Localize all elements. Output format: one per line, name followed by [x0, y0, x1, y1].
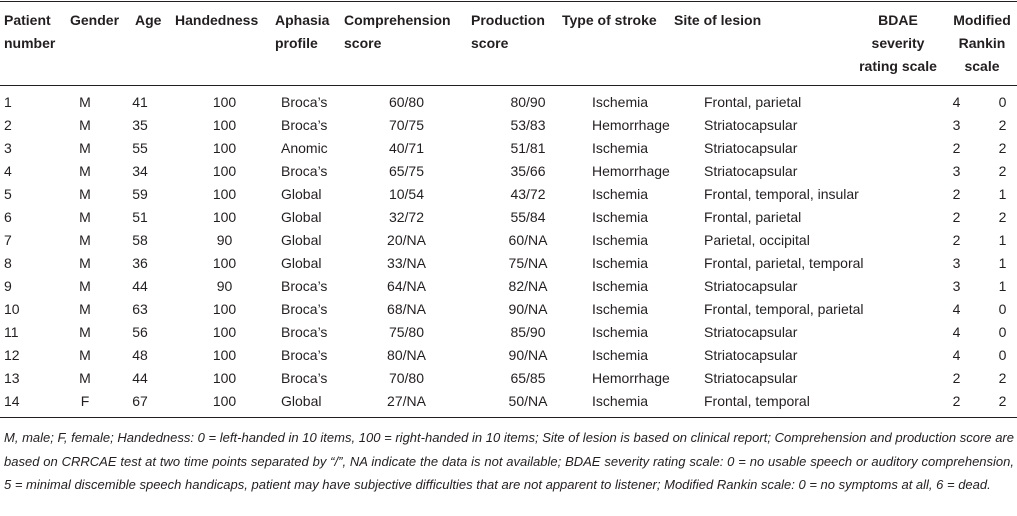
cell-bdae-severity: 2 [952, 393, 961, 409]
table-row [0, 114, 1017, 137]
cell-production-score: 90/NA [508, 301, 548, 317]
cell-age: 55 [132, 140, 148, 156]
cell-handedness: 100 [212, 163, 237, 179]
cell-site-of-lesion: Striatocapsular [704, 324, 798, 340]
cell-gender: M [79, 209, 91, 225]
header-line: number [4, 35, 56, 51]
cell-patient-number: 11 [4, 324, 19, 340]
header-line: severity [871, 35, 925, 51]
cell-gender: M [79, 94, 91, 110]
cell-aphasia-profile: Global [281, 186, 322, 202]
cell-site-of-lesion: Frontal, parietal [704, 209, 802, 225]
cell-bdae-severity: 4 [952, 347, 961, 363]
header-line: score [344, 35, 382, 51]
cell-gender: M [79, 278, 91, 294]
cell-type-of-stroke: Ischemia [592, 140, 649, 156]
table-row [0, 160, 1017, 183]
cell-type-of-stroke: Ischemia [592, 278, 649, 294]
cell-modified-rankin: 1 [998, 232, 1007, 248]
cell-comprehension-score: 32/72 [388, 209, 425, 225]
table-row [0, 229, 1017, 252]
cell-site-of-lesion: Parietal, occipital [704, 232, 810, 248]
cell-handedness: 100 [212, 255, 237, 271]
cell-age: 67 [132, 393, 148, 409]
header-line: Production [471, 12, 545, 28]
cell-bdae-severity: 4 [952, 324, 961, 340]
header-line: score [471, 35, 509, 51]
cell-production-score: 35/66 [510, 163, 546, 179]
cell-handedness: 100 [212, 301, 237, 317]
cell-aphasia-profile: Broca’s [281, 94, 328, 110]
cell-gender: M [79, 347, 91, 363]
cell-bdae-severity: 2 [952, 186, 961, 202]
cell-bdae-severity: 3 [952, 163, 961, 179]
header-type-of-stroke [562, 9, 657, 32]
cell-patient-number: 4 [4, 163, 12, 179]
cell-aphasia-profile: Global [281, 209, 322, 225]
header-site-of-lesion [674, 9, 761, 32]
cell-patient-number: 13 [4, 370, 20, 386]
table-row [0, 183, 1017, 206]
cell-age: 36 [132, 255, 148, 271]
cell-site-of-lesion: Frontal, parietal [704, 94, 802, 110]
cell-production-score: 82/NA [508, 278, 548, 294]
cell-patient-number: 1 [4, 94, 12, 110]
cell-modified-rankin: 1 [998, 186, 1007, 202]
cell-site-of-lesion: Frontal, parietal, temporal [704, 255, 864, 271]
cell-handedness: 100 [212, 347, 237, 363]
cell-modified-rankin: 1 [998, 255, 1007, 271]
cell-age: 41 [132, 94, 148, 110]
header-divider-rule [0, 85, 1017, 86]
cell-modified-rankin: 2 [998, 163, 1007, 179]
cell-gender: M [79, 117, 91, 133]
cell-patient-number: 6 [4, 209, 12, 225]
cell-aphasia-profile: Broca’s [281, 117, 328, 133]
header-handedness [175, 9, 258, 32]
cell-comprehension-score: 10/54 [388, 186, 425, 202]
cell-production-score: 50/NA [508, 393, 548, 409]
cell-gender: M [79, 255, 91, 271]
cell-comprehension-score: 70/80 [388, 370, 425, 386]
cell-modified-rankin: 2 [998, 209, 1007, 225]
cell-bdae-severity: 3 [952, 255, 961, 271]
header-line: profile [275, 35, 318, 51]
cell-comprehension-score: 64/NA [387, 278, 426, 294]
cell-age: 35 [132, 117, 148, 133]
cell-patient-number: 8 [4, 255, 12, 271]
cell-gender: M [79, 232, 91, 248]
header-line: Site of lesion [674, 12, 762, 28]
table-row [0, 321, 1017, 344]
table-top-rule [0, 1, 1017, 2]
header-line: Handedness [175, 12, 259, 28]
cell-comprehension-score: 27/NA [387, 393, 426, 409]
cell-age: 51 [132, 209, 148, 225]
cell-type-of-stroke: Hemorrhage [592, 117, 670, 133]
cell-bdae-severity: 4 [952, 301, 961, 317]
table-footnote: M, male; F, female; Handedness: 0 = left-handed in 10 items, 100 = right-handed in 10 items; Site of lesion is based on clinical report; Comprehension and production score are based on CRRCAE test at two time points separated by “/”, NA indicate the data is not available; BDAE severity rating scale: 0 = no usable speech or auditory comprehension, 5 = minimal discemible speech handicaps, patient may have subjective difficulties that are not apparent to listener; Modified Rankin scale: 0 = no symptoms at all, 6 = dead. [4, 430, 1014, 492]
header-line: Modified [953, 12, 1011, 28]
cell-handedness: 100 [212, 94, 237, 110]
cell-site-of-lesion: Striatocapsular [704, 140, 798, 156]
cell-handedness: 100 [212, 186, 237, 202]
header-aphasia-profile [275, 9, 329, 55]
header-line: Comprehension [344, 12, 451, 28]
cell-site-of-lesion: Striatocapsular [704, 117, 798, 133]
cell-aphasia-profile: Global [281, 393, 322, 409]
cell-site-of-lesion: Striatocapsular [704, 347, 798, 363]
cell-patient-number: 14 [4, 393, 20, 409]
cell-comprehension-score: 80/NA [387, 347, 426, 363]
table-row [0, 367, 1017, 390]
header-patient-number [4, 9, 55, 55]
cell-modified-rankin: 0 [998, 347, 1007, 363]
cell-handedness: 100 [212, 393, 237, 409]
cell-modified-rankin: 2 [998, 370, 1007, 386]
cell-type-of-stroke: Ischemia [592, 232, 649, 248]
cell-bdae-severity: 2 [952, 140, 961, 156]
cell-aphasia-profile: Broca’s [281, 301, 328, 317]
cell-age: 44 [132, 278, 148, 294]
table-bottom-rule [0, 417, 1017, 418]
cell-type-of-stroke: Ischemia [592, 347, 649, 363]
cell-handedness: 90 [216, 232, 233, 248]
cell-gender: M [79, 140, 91, 156]
cell-aphasia-profile: Global [281, 232, 322, 248]
cell-comprehension-score: 20/NA [387, 232, 426, 248]
cell-age: 58 [132, 232, 148, 248]
cell-handedness: 100 [212, 140, 237, 156]
table-row [0, 390, 1017, 413]
table-row [0, 252, 1017, 275]
header-gender [70, 9, 119, 32]
header-production-score [471, 9, 545, 55]
cell-site-of-lesion: Frontal, temporal, insular [704, 186, 859, 202]
cell-modified-rankin: 2 [998, 140, 1007, 156]
header-line: Age [135, 12, 162, 28]
cell-age: 44 [132, 370, 148, 386]
cell-type-of-stroke: Hemorrhage [592, 370, 670, 386]
patient-data-table [0, 91, 1017, 413]
cell-type-of-stroke: Ischemia [592, 255, 649, 271]
cell-aphasia-profile: Broca’s [281, 347, 328, 363]
cell-patient-number: 10 [4, 301, 20, 317]
table-body [0, 91, 1017, 413]
cell-gender: M [79, 301, 91, 317]
cell-aphasia-profile: Anomic [281, 140, 328, 156]
cell-site-of-lesion: Striatocapsular [704, 278, 798, 294]
cell-gender: F [80, 393, 90, 409]
cell-modified-rankin: 0 [998, 94, 1007, 110]
cell-site-of-lesion: Striatocapsular [704, 163, 798, 179]
header-age [135, 9, 161, 32]
cell-handedness: 100 [212, 117, 237, 133]
cell-age: 48 [132, 347, 148, 363]
table-row [0, 344, 1017, 367]
cell-handedness: 100 [212, 370, 237, 386]
cell-gender: M [79, 163, 91, 179]
cell-bdae-severity: 3 [952, 117, 961, 133]
cell-age: 56 [132, 324, 148, 340]
header-line: Gender [70, 12, 120, 28]
cell-type-of-stroke: Ischemia [592, 186, 649, 202]
header-line: Aphasia [275, 12, 330, 28]
table-row [0, 91, 1017, 114]
cell-modified-rankin: 0 [998, 324, 1007, 340]
cell-comprehension-score: 60/80 [388, 94, 425, 110]
cell-site-of-lesion: Frontal, temporal [704, 393, 810, 409]
cell-gender: M [79, 186, 91, 202]
cell-modified-rankin: 2 [998, 393, 1007, 409]
cell-patient-number: 3 [4, 140, 12, 156]
cell-production-score: 43/72 [510, 186, 546, 202]
cell-type-of-stroke: Ischemia [592, 301, 649, 317]
header-line: rating scale [859, 58, 937, 74]
cell-bdae-severity: 2 [952, 209, 961, 225]
header-line: BDAE [878, 12, 918, 28]
cell-production-score: 53/83 [510, 117, 546, 133]
header-bdae-severity [848, 9, 948, 78]
cell-bdae-severity: 2 [952, 370, 961, 386]
table-row [0, 275, 1017, 298]
cell-modified-rankin: 0 [998, 301, 1007, 317]
cell-production-score: 90/NA [508, 347, 548, 363]
cell-aphasia-profile: Broca’s [281, 370, 328, 386]
cell-type-of-stroke: Ischemia [592, 324, 649, 340]
cell-patient-number: 9 [4, 278, 12, 294]
cell-bdae-severity: 4 [952, 94, 961, 110]
cell-handedness: 100 [212, 209, 237, 225]
cell-comprehension-score: 33/NA [387, 255, 426, 271]
cell-aphasia-profile: Broca’s [281, 278, 328, 294]
cell-bdae-severity: 2 [952, 232, 961, 248]
table-row [0, 298, 1017, 321]
cell-comprehension-score: 70/75 [388, 117, 425, 133]
cell-patient-number: 7 [4, 232, 12, 248]
cell-production-score: 55/84 [510, 209, 546, 225]
cell-comprehension-score: 65/75 [388, 163, 425, 179]
cell-handedness: 90 [216, 278, 233, 294]
cell-production-score: 51/81 [510, 140, 546, 156]
cell-age: 59 [132, 186, 148, 202]
cell-modified-rankin: 1 [998, 278, 1007, 294]
cell-bdae-severity: 3 [952, 278, 961, 294]
cell-aphasia-profile: Broca’s [281, 163, 328, 179]
cell-production-score: 85/90 [510, 324, 546, 340]
cell-production-score: 80/90 [510, 94, 546, 110]
cell-aphasia-profile: Global [281, 255, 322, 271]
header-line: Rankin [958, 35, 1006, 51]
cell-production-score: 60/NA [508, 232, 548, 248]
cell-type-of-stroke: Ischemia [592, 94, 649, 110]
cell-comprehension-score: 40/71 [388, 140, 425, 156]
cell-comprehension-score: 75/80 [388, 324, 425, 340]
cell-gender: M [79, 370, 91, 386]
cell-patient-number: 2 [4, 117, 12, 133]
header-comprehension-score [344, 9, 451, 55]
cell-site-of-lesion: Frontal, temporal, parietal [704, 301, 864, 317]
header-line: Type of stroke [562, 12, 657, 28]
cell-age: 63 [132, 301, 148, 317]
cell-modified-rankin: 2 [998, 117, 1007, 133]
header-modified-rankin [944, 9, 1017, 78]
header-line: scale [964, 58, 1000, 74]
cell-type-of-stroke: Ischemia [592, 209, 649, 225]
cell-production-score: 75/NA [508, 255, 548, 271]
cell-production-score: 65/85 [510, 370, 546, 386]
cell-handedness: 100 [212, 324, 237, 340]
cell-comprehension-score: 68/NA [387, 301, 426, 317]
cell-type-of-stroke: Hemorrhage [592, 163, 670, 179]
cell-aphasia-profile: Broca’s [281, 324, 328, 340]
table-row [0, 206, 1017, 229]
cell-patient-number: 12 [4, 347, 20, 363]
cell-age: 34 [132, 163, 148, 179]
cell-type-of-stroke: Ischemia [592, 393, 649, 409]
cell-gender: M [79, 324, 91, 340]
header-line: Patient [4, 12, 51, 28]
cell-site-of-lesion: Striatocapsular [704, 370, 798, 386]
table-row [0, 137, 1017, 160]
cell-patient-number: 5 [4, 186, 12, 202]
